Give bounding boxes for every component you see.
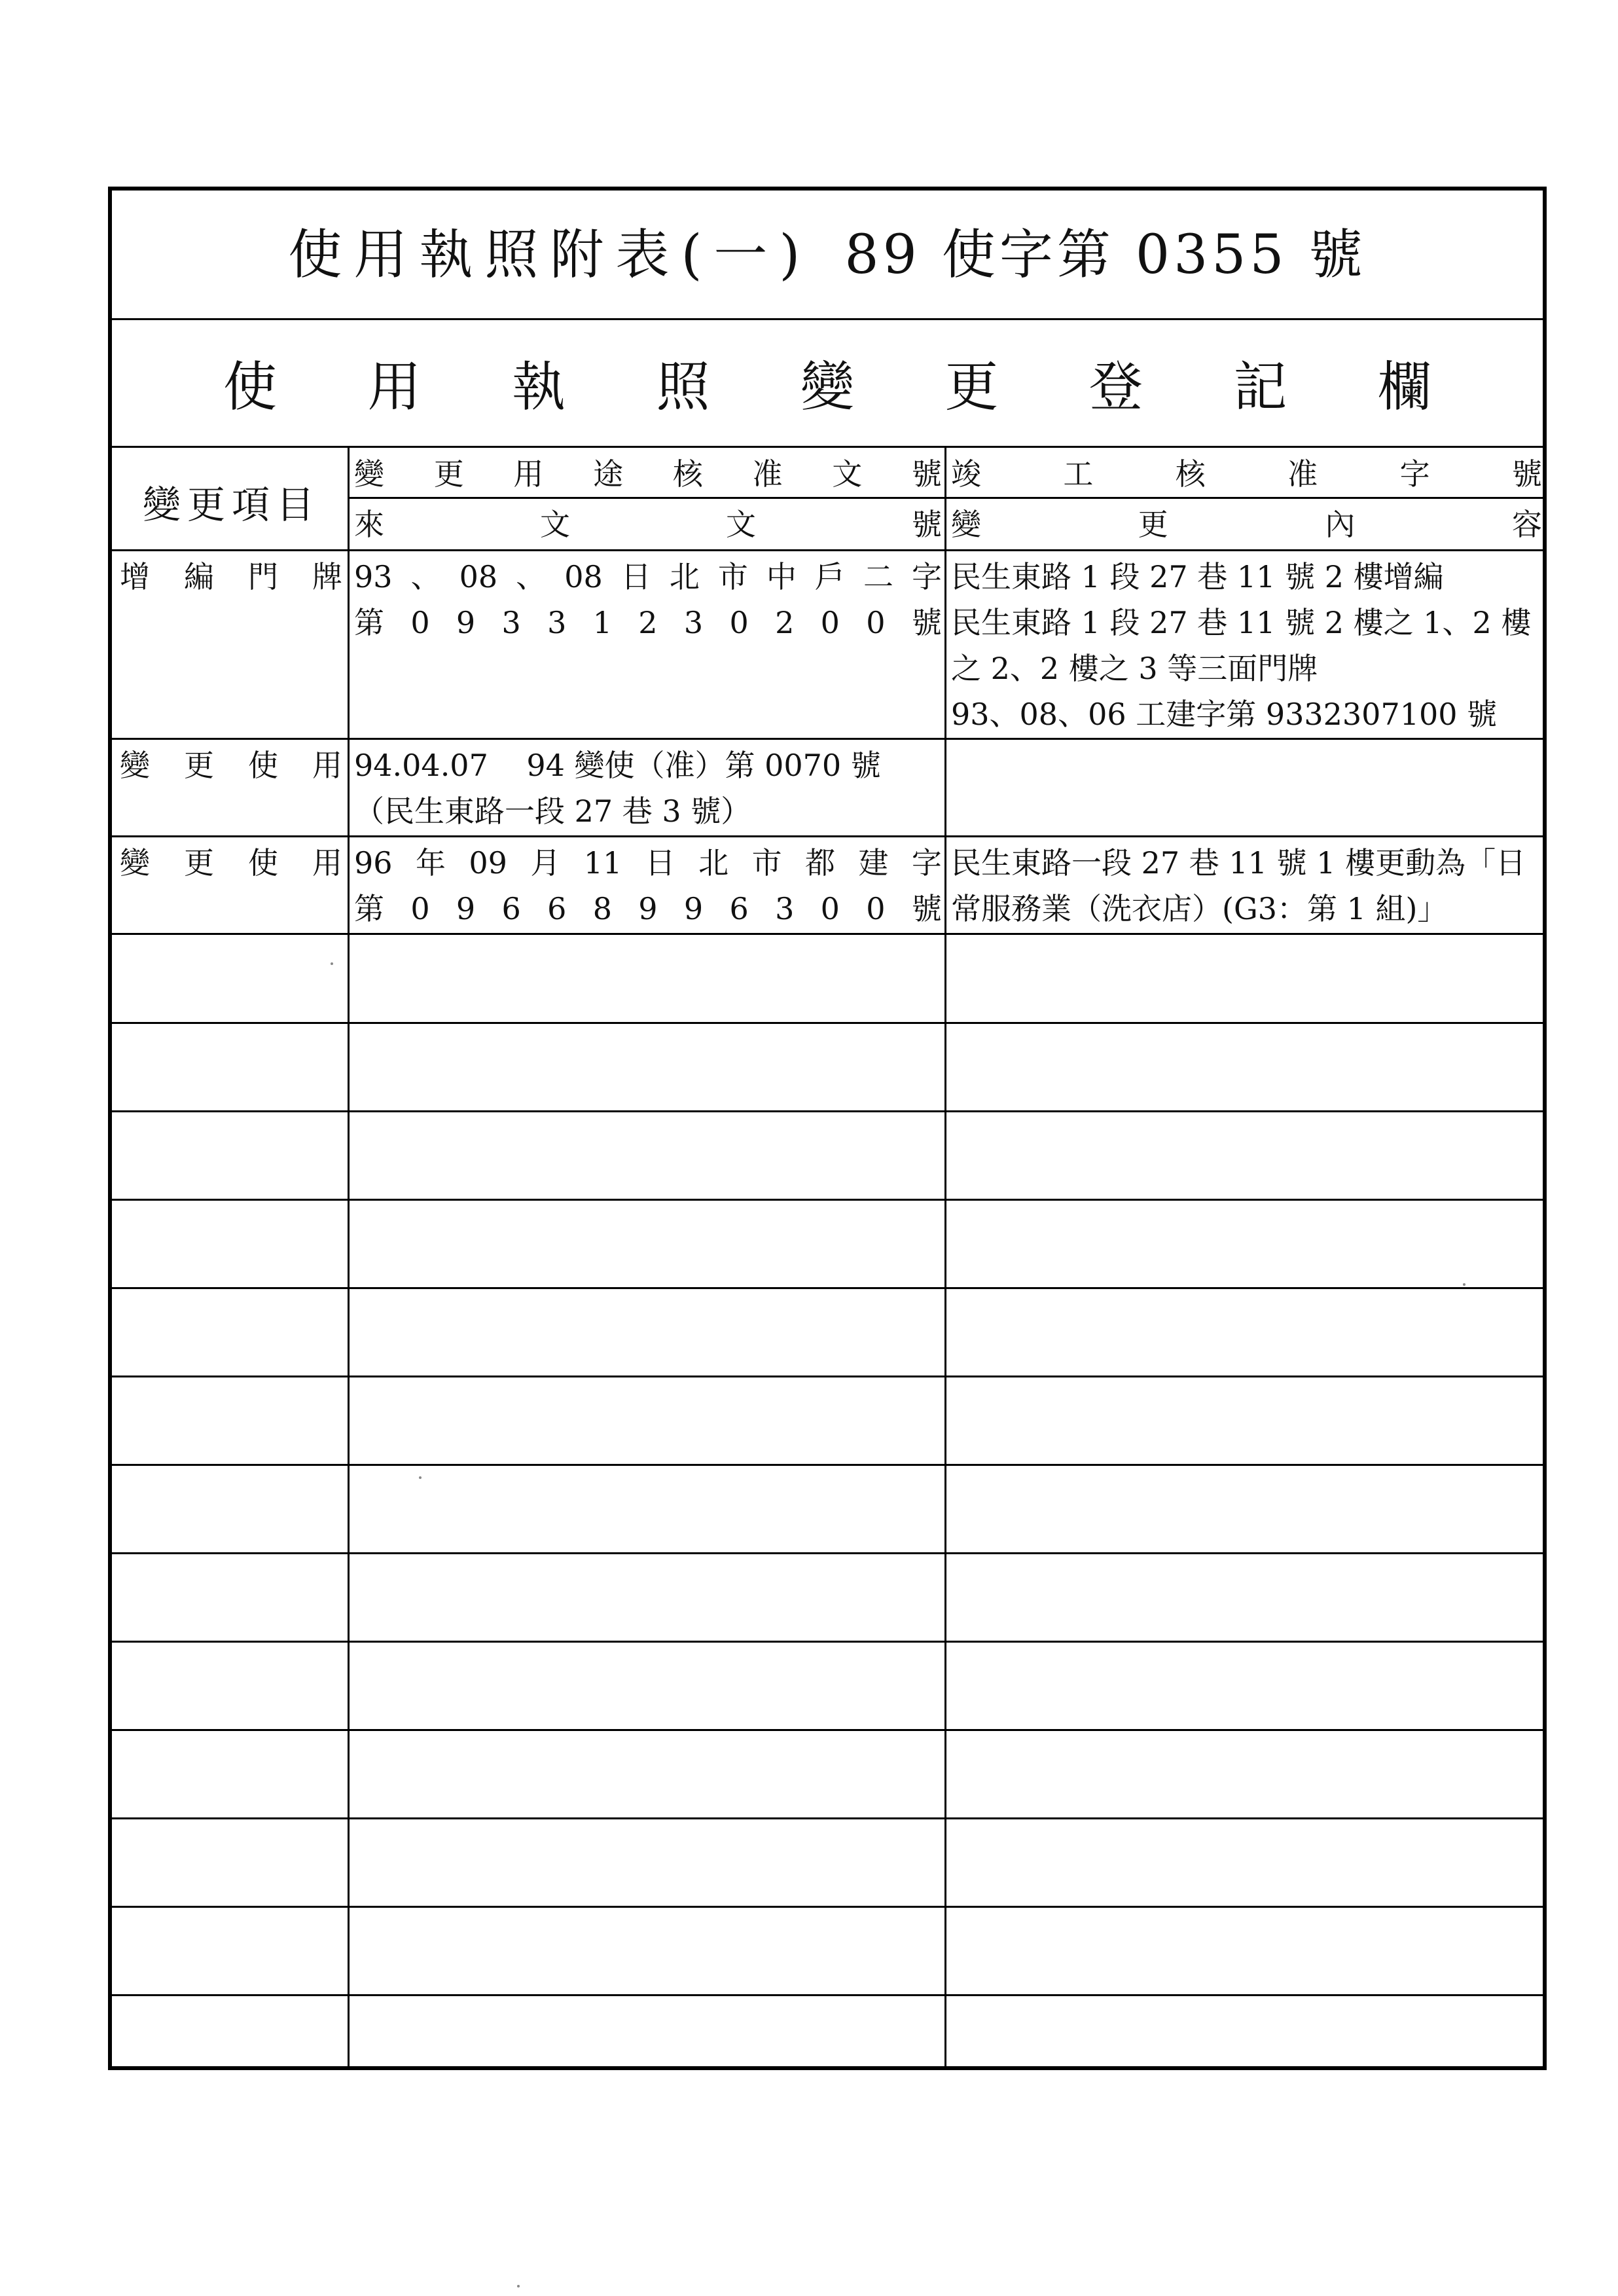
scan-speckle: [517, 2285, 520, 2287]
empty-row-divider: [112, 1641, 1543, 1643]
title-char: 照: [484, 223, 550, 286]
content-line: 民生東路 1 段 27 巷 11 號 2 樓之 1、2 樓: [951, 605, 1532, 640]
content-line: 之 2、2 樓之 3 等三面門牌: [951, 651, 1318, 686]
license-number: 89 使字第 0355 號: [844, 223, 1367, 286]
content-line: 常服務業（洗衣店）(G3：第 1 組)」: [951, 891, 1448, 926]
scan-speckle: [1463, 1283, 1465, 1286]
empty-row-divider: [112, 1376, 1543, 1377]
heading-char: 登: [1088, 355, 1143, 418]
column-divider: [944, 446, 946, 2066]
document-title: [112, 214, 1543, 286]
certificate-table-frame: [108, 187, 1547, 2070]
row3-content: [951, 840, 1543, 932]
empty-row-divider: [112, 1994, 1543, 1996]
doc-line: （民生東路一段 27 巷 3 號）: [354, 793, 751, 829]
heading-char: 照: [656, 355, 710, 418]
content-line: 民生東路 1 段 27 巷 11 號 2 樓增編: [951, 559, 1444, 594]
heading-char: 記: [1233, 355, 1287, 418]
completion-approval-header: 竣 工 核 准 字 號: [951, 456, 1542, 492]
divider: [112, 549, 1543, 551]
empty-row-divider: [112, 1464, 1543, 1466]
divider: [112, 446, 1543, 448]
title-char: 執: [419, 223, 485, 286]
divider: [112, 835, 1543, 837]
heading-char: 更: [944, 355, 999, 418]
row1-item: 增 編 門 牌: [120, 559, 342, 594]
row1-content: [951, 554, 1543, 737]
row3-item: 變 更 使 用: [120, 845, 342, 881]
heading-char: 使: [223, 355, 278, 418]
title-char: 附: [550, 223, 616, 286]
row2-doc: [354, 742, 942, 834]
divider: [112, 933, 1543, 935]
empty-row-divider: [112, 1729, 1543, 1731]
row1-doc-line2: 第 0 9 3 3 1 2 3 0 2 0 0 號: [354, 605, 942, 640]
approval-doc-header: 變 更 用 途 核 准 文 號: [354, 456, 942, 492]
divider: [112, 318, 1543, 320]
empty-row-divider: [112, 1906, 1543, 1908]
title-char: 用: [353, 223, 420, 286]
title-char: (一): [681, 223, 812, 286]
empty-row-divider: [112, 1817, 1543, 1819]
column-divider: [348, 446, 350, 2066]
empty-row-divider: [112, 1552, 1543, 1554]
row3-doc-line2: 第 0 9 6 6 8 9 9 6 3 0 0 號: [354, 891, 942, 926]
change-content-header: 變 更 內 容: [951, 507, 1542, 542]
empty-row-divider: [112, 1287, 1543, 1289]
content-line: 民生東路一段 27 巷 11 號 1 樓更動為「日: [951, 845, 1526, 881]
title-char: 表: [615, 223, 681, 286]
doc-line: 94.04.07 94 變使（准）第 0070 號: [354, 748, 881, 783]
heading-char: 變: [800, 355, 854, 418]
heading-char: 執: [511, 355, 566, 418]
empty-row-divider: [112, 1110, 1543, 1112]
row3-doc-line1: 96 年 09 月 11 日 北 市 都 建 字: [354, 845, 942, 881]
content-line: 93、08、06 工建字第 9332307100 號: [951, 697, 1498, 732]
scan-speckle: [331, 962, 333, 965]
incoming-doc-header: 來 文 文 號: [354, 507, 942, 542]
row2-item: 變 更 使 用: [120, 748, 342, 783]
section-heading: [223, 346, 1431, 418]
empty-row-divider: [112, 1022, 1543, 1024]
scan-speckle: [419, 1476, 422, 1479]
empty-row-divider: [112, 1199, 1543, 1201]
title-char: 使: [288, 223, 354, 286]
heading-char: 欄: [1377, 355, 1431, 418]
divider: [112, 738, 1543, 740]
row1-doc-line1: 93 、 08 、 08 日 北 市 中 戶 二 字: [354, 559, 942, 594]
item-column-header: 變更項目: [142, 483, 321, 527]
heading-char: 用: [367, 355, 422, 418]
